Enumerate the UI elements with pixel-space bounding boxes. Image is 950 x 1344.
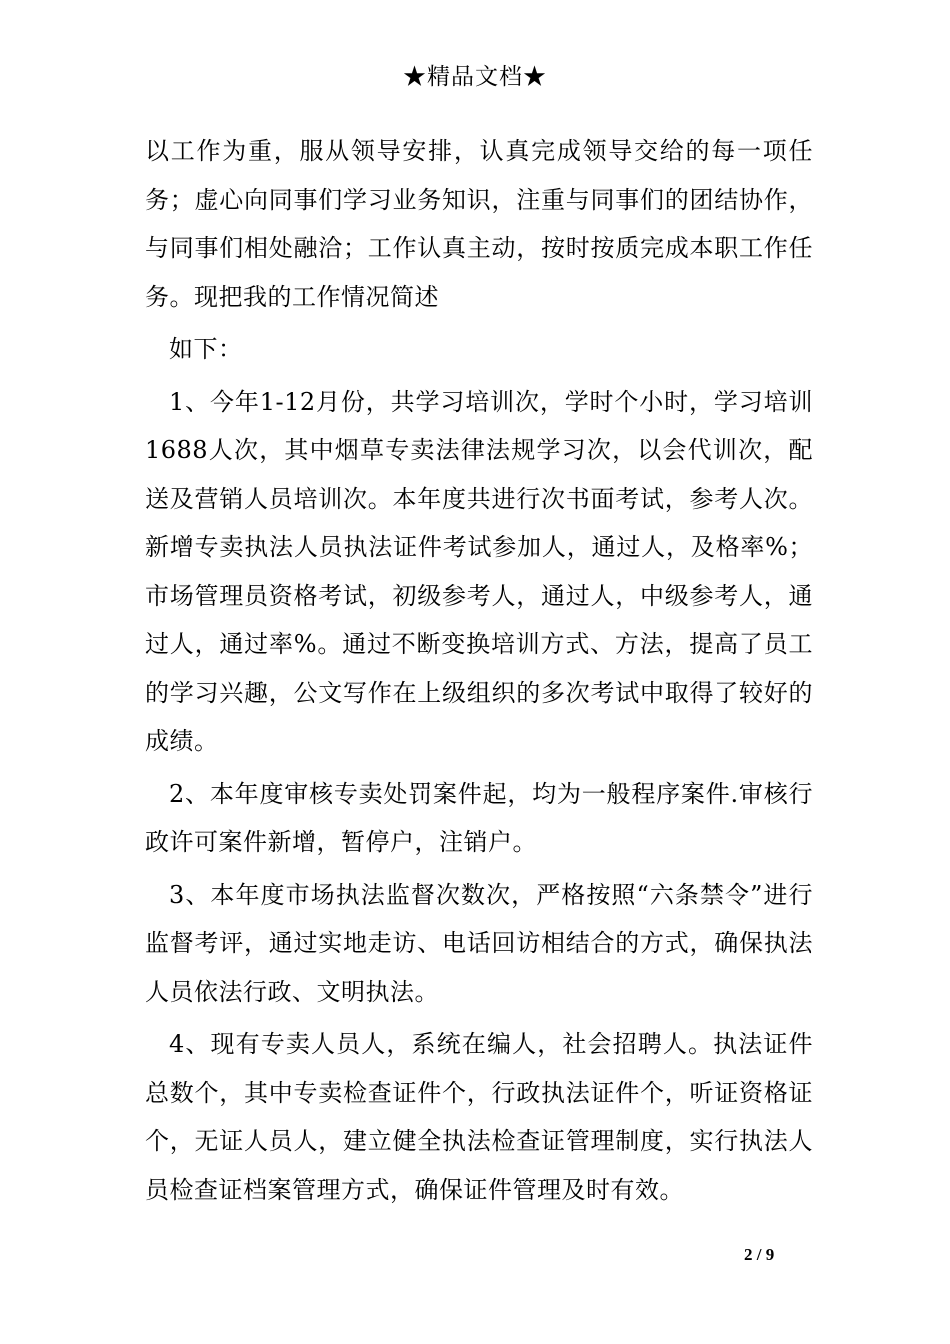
- page-header-title: ★精品文档★: [403, 64, 547, 90]
- paragraph-intro: 以工作为重，服从领导安排，认真完成领导交给的每一项任务；虚心向同事们学习业务知识，注重与同事们的团结协作，与同事们相处融洽；工作认真主动，按时按质完成本职工作任务。现把我的工作情况简述: [145, 137, 813, 311]
- paragraph-item-3: 3、本年度市场执法监督次数次，严格按照“六条禁令”进行监督考评，通过实地走访、电话回访相结合的方式，确保执法人员依法行政、文明执法。: [145, 880, 813, 1006]
- document-body: [145, 127, 813, 1214]
- paragraph-item-2: 2、本年度审核专卖处罚案件起，均为一般程序案件.审核行政许可案件新增，暂停户，注销户。: [145, 779, 813, 856]
- paragraph-item-4: 4、现有专卖人员人，系统在编人，社会招聘人。执法证件总数个，其中专卖检查证件个，行政执法证件个，听证资格证个，无证人员人，建立健全执法检查证管理制度，实行执法人员检查证档案管理方式，确保证件管理及时有效。: [145, 1030, 813, 1204]
- paragraph-item-1: 1、今年1-12月份，共学习培训次，学时个小时，学习培训1688人次，其中烟草专卖法律法规学习次，以会代训次，配送及营销人员培训次。本年度共进行次书面考试，参考人次。新增专卖执法人员执法证件考试参加人，通过人，及格率%；市场管理员资格考试，初级参考人，通过人，中级参考人，通过人，通过率%。通过不断变换培训方式、方法，提高了员工的学习兴趣，公文写作在上级组织的多次考试中取得了较好的成绩。: [145, 387, 813, 755]
- page-number: 2 / 9: [744, 1245, 775, 1264]
- paragraph-as-follows: 如下：: [169, 335, 243, 363]
